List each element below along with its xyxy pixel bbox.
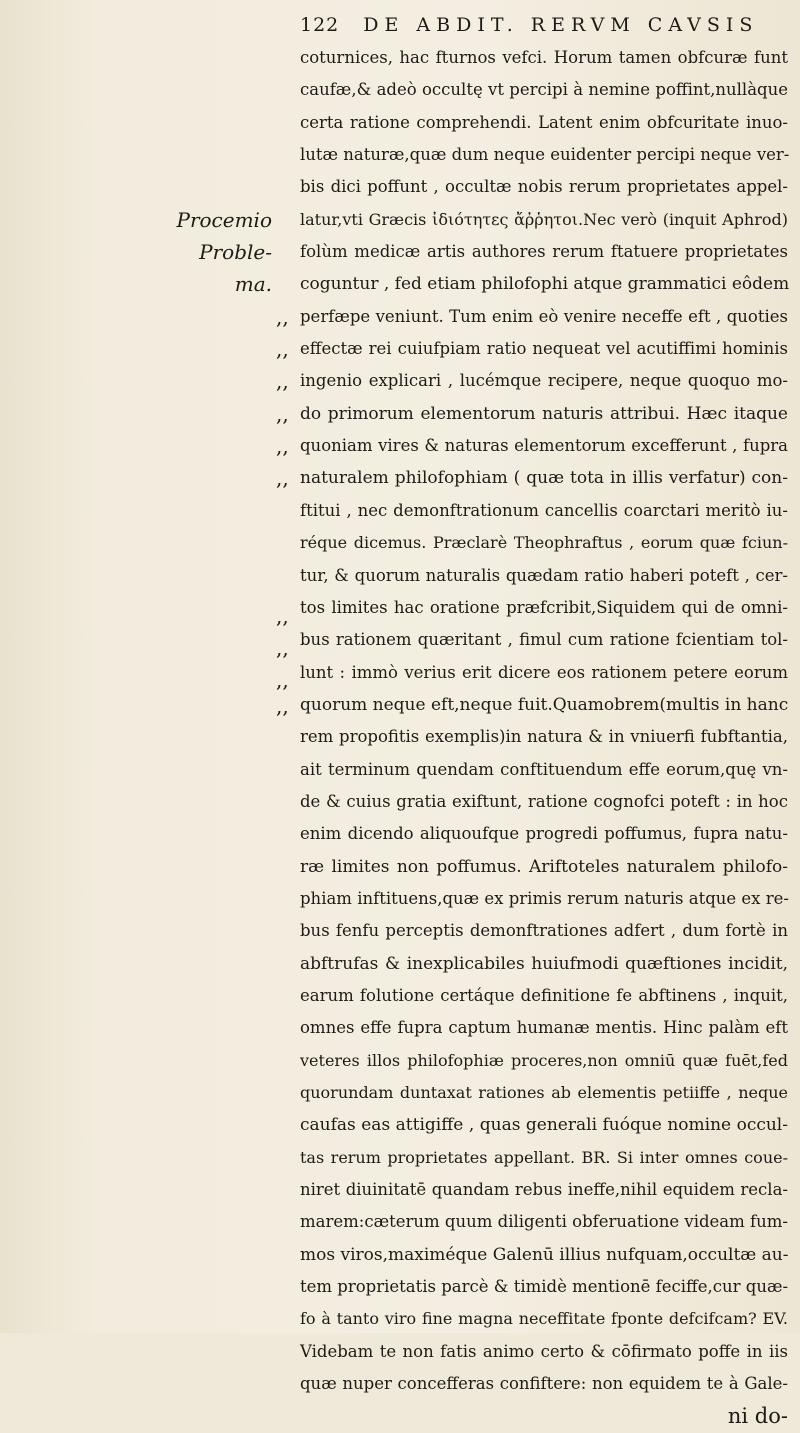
margin-note-proble: Proble- xyxy=(199,240,272,264)
text-line: réque dicemus. Præclarè Theophraftus , eorum quæ fciun- xyxy=(300,533,788,553)
text-line: de & cuius gratia exiftunt, ratione cognofci poteft : in hoc xyxy=(300,791,788,811)
text-line: bis dici poffunt , occultæ nobis rerum proprietates appel- xyxy=(300,177,788,197)
text-line: latur,vti Græcis ἰδιότητες ἄῤῥητοι.Nec verò (inquit Aphrod) xyxy=(300,209,788,229)
text-line: omnes effe fupra captum humanæ mentis. Hinc palàm eft xyxy=(300,1018,788,1038)
text-line: naturalem philofophiam ( quæ tota in illis verfatur) con- xyxy=(300,468,788,489)
text-line: tem proprietatis parcè & timidè mentionē feciffe,cur quæ- xyxy=(300,1277,789,1297)
quote-mark: ,, xyxy=(276,402,289,426)
text-line: folùm medicæ artis authores rerum ftatuere proprietates xyxy=(300,242,788,262)
quote-mark: ,, xyxy=(276,434,289,458)
text-line: quorundam duntaxat rationes ab elementis petiiffe , neque xyxy=(300,1083,788,1102)
running-title: DE ABDIT. RERVM CAVSIS xyxy=(363,14,759,36)
text-line: ingenio explicari , lucémque recipere, neque quoquo mo- xyxy=(300,371,788,391)
text-line: ftitui , nec demonftrationum cancellis coarctari meritò iu- xyxy=(300,500,788,520)
text-line: Videbam te non fatis animo certo & cōfirmato poffe in iis xyxy=(300,1341,788,1361)
text-line: mos viros,maximéque Galenū illius nufquam,occultæ au- xyxy=(300,1244,789,1265)
text-line: phiam inftituens,quæ ex primis rerum naturis atque ex re- xyxy=(300,888,789,908)
text-line: caufas eas attigiffe , quas generali fuóque nomine occul- xyxy=(300,1115,788,1136)
text-line: lutæ naturæ,quæ dum neque euidenter percipi neque ver- xyxy=(300,145,790,165)
text-line: quoniam vires & naturas elementorum excefferunt , fupra xyxy=(300,436,788,456)
text-line: tur, & quorum naturalis quædam ratio haberi poteft , cer- xyxy=(300,565,788,585)
text-line: coguntur , fed etiam philofophi atque grammatici eôdem xyxy=(300,274,790,295)
quote-mark: ,, xyxy=(276,305,289,329)
margin-note-ma: ma. xyxy=(234,272,272,296)
text-line: tas rerum proprietates appellant. BR. Si inter omnes coue- xyxy=(300,1147,788,1167)
quote-mark: ,, xyxy=(276,337,289,361)
quote-mark: ,, xyxy=(276,668,289,692)
text-line: perfæpe veniunt. Tum enim eò venire neceffe eft , quoties xyxy=(300,306,788,326)
margin-note-procemio: Procemio xyxy=(176,208,272,232)
text-line: abftrufas & inexplicabiles huiufmodi quæftiones incidit, xyxy=(300,953,788,974)
text-line: fo à tanto viro fine magna neceffitate fponte defcifcam? EV. xyxy=(300,1309,788,1329)
text-line: ait terminum quendam conftituendum effe eorum,quę vn- xyxy=(300,759,788,779)
quote-mark: ,, xyxy=(276,466,289,490)
catchword: ni do- xyxy=(727,1404,788,1429)
main-text-column xyxy=(300,42,788,1433)
quote-mark: ,, xyxy=(276,604,289,628)
text-line: quæ nuper concefferas confiftere: non equidem te à Gale- xyxy=(300,1374,788,1394)
text-line: tos limites hac oratione præfcribit,Siquidem qui de omni- xyxy=(300,597,788,617)
text-line: caufæ,& adeò occultę vt percipi à nemine poffint,nullàque xyxy=(300,80,788,100)
text-line: coturnices, hac fturnos vefci. Horum tamen obfcuræ funt xyxy=(300,48,788,67)
text-line: lunt : immò verius erit dicere eos rationem petere eorum xyxy=(300,662,788,682)
text-line: effectæ rei cuiufpiam ratio nequeat vel acutiffimi hominis xyxy=(300,339,788,359)
text-line: marem:cæterum quum diligenti obferuatione videam fum- xyxy=(300,1212,788,1232)
quote-mark: ,, xyxy=(276,369,289,393)
text-line: enim dicendo aliquoufque progredi poffumus, fupra natu- xyxy=(300,824,788,844)
running-header xyxy=(300,14,780,42)
text-line: niret diuinitatē quandam rebus ineffe,nihil equidem recla- xyxy=(300,1180,788,1200)
quote-mark: ,, xyxy=(276,694,289,718)
text-line: quorum neque eft,neque fuit.Quamobrem(multis in hanc xyxy=(300,694,789,715)
text-line: certa ratione comprehendi. Latent enim obfcuritate inuo- xyxy=(300,112,788,132)
text-line: earum folutione certáque definitione fe abftinens , inquit, xyxy=(300,985,788,1005)
text-line: do primorum elementorum naturis attribui. Hæc itaque xyxy=(300,403,788,424)
text-line: bus rationem quæritant , fimul cum ratione fcientiam tol- xyxy=(300,630,788,650)
text-line: rem propofitis exemplis)in natura & in vniuerfi fubftantia, xyxy=(300,727,788,747)
quote-mark: ,, xyxy=(276,636,289,660)
text-line: bus fenfu perceptis demonftrationes adfert , dum fortè in xyxy=(300,921,788,941)
page-number: 122 xyxy=(300,14,340,36)
text-line: veteres illos philofophiæ proceres,non omniū quæ fuēt,fed xyxy=(300,1050,788,1070)
text-line: ræ limites non poffumus. Ariftoteles naturalem philofo- xyxy=(300,856,788,877)
